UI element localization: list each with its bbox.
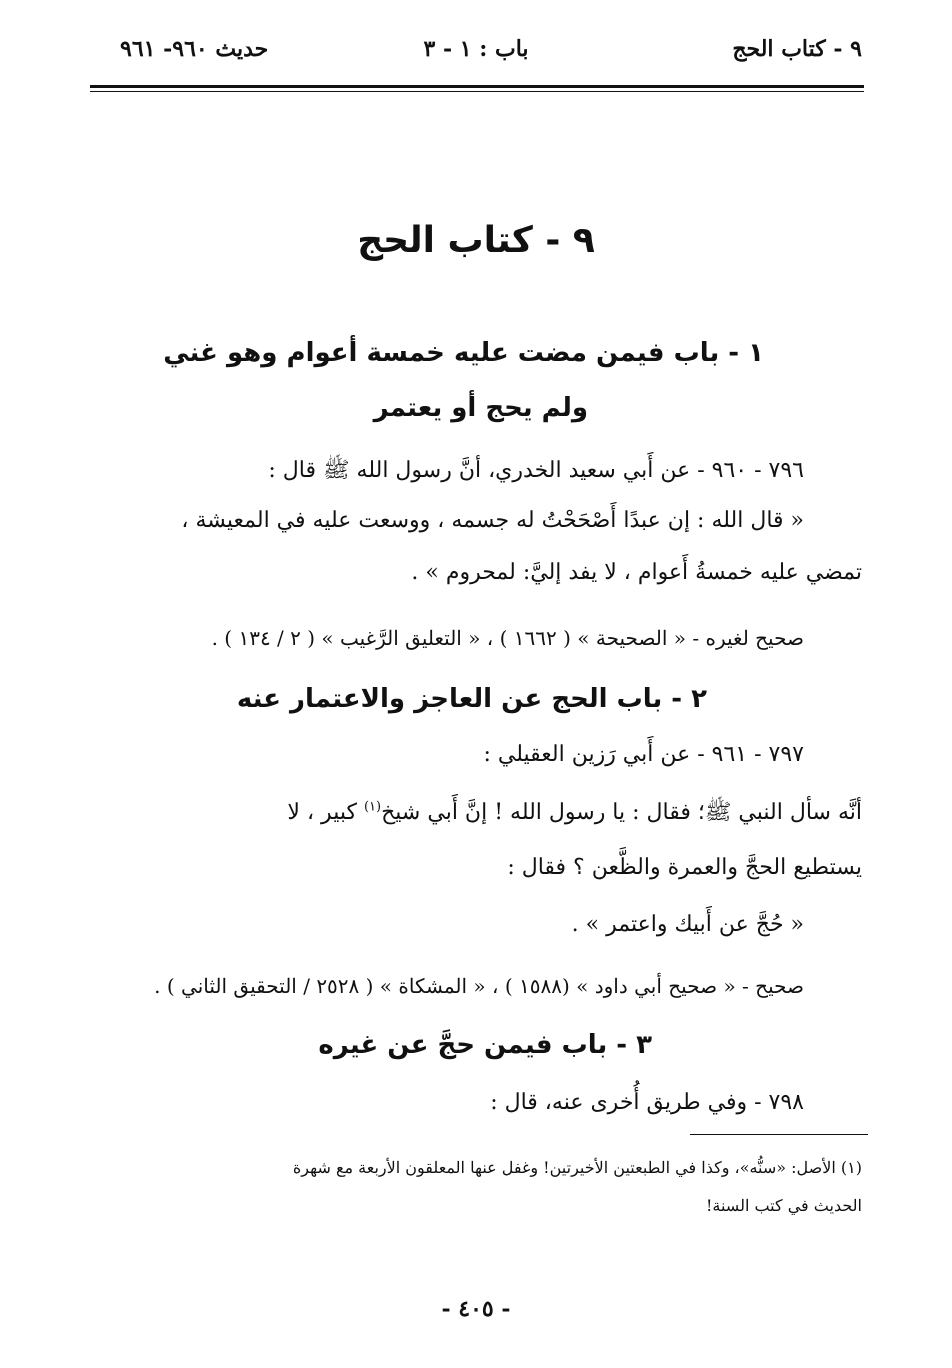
chapter-1-heading-line1: ١ - باب فيمن مضت عليه خمسة أعوام وهو غني <box>163 338 764 368</box>
hadith-797-text-line3: « حُجَّ عن أَبيك واعتمر » . <box>571 912 804 937</box>
footnote-rule <box>690 1134 868 1135</box>
running-header <box>90 36 862 76</box>
chapter-1-heading-line2: ولم يحج أو يعتمر <box>373 393 588 423</box>
hadith-796-intro: ٧٩٦ - ٩٦٠ - عن أَبي سعيد الخدري، أنَّ رسول الله ﷺ قال : <box>268 458 804 483</box>
book-title: ٩ - كتاب الحج <box>357 220 595 261</box>
hadith-797-text-line1 <box>287 798 862 830</box>
hadith-796-text-line2: تمضي عليه خمسةُ أَعوام ، لا يفد إليَّ: لمحروم » . <box>411 560 862 585</box>
footnote-line1: (١) الأصل: «سنُّه»، وكذا في الطبعتين الأخيرتين! وغفل عنها المعلقون الأربعة مع شهرة <box>292 1158 862 1177</box>
header-rule-thick <box>90 85 864 88</box>
hadith-797-grading: صحيح - « صحيح أبي داود » (١٥٨٨ ) ، « المشكاة » ( ٢٥٢٨ / التحقيق الثاني ) . <box>154 974 804 998</box>
page-number: - ٤٠٥ - <box>441 1296 511 1322</box>
header-book-title: ٩ - كتاب الحج <box>732 36 862 62</box>
hadith-796-text-line1: « قال الله : إن عبدًا أَصْحَحْتُ له جسمه ، ووسعت عليه في المعيشة ، <box>181 508 804 533</box>
footnote-line2: الحديث في كتب السنة! <box>705 1196 862 1215</box>
hadith-798-intro: ٧٩٨ - وفي طريق أُخرى عنه، قال : <box>490 1090 804 1115</box>
hadith-797-intro: ٧٩٧ - ٩٦١ - عن أَبي رَزين العقيلي : <box>483 742 804 767</box>
header-rule-thin <box>90 91 864 92</box>
hadith-796-grading: صحيح لغيره - « الصحيحة » ( ١٦٦٢ ) ، « التعليق الرَّغيب » ( ٢ / ١٣٤ ) . <box>211 626 804 650</box>
chapter-2-heading: ٢ - باب الحج عن العاجز والاعتمار عنه <box>236 684 707 714</box>
hadith-797-text-line1b: كبير ، لا <box>287 800 364 825</box>
header-hadith-range: حديث ٩٦٠- ٩٦١ <box>120 36 269 62</box>
hadith-797-text-line1a: أنَّه سأل النبي ﷺ؛ فقال : يا رسول الله ! إنَّ أَبي شيخ <box>381 800 862 825</box>
chapter-3-heading: ٣ - باب فيمن حجَّ عن غيره <box>318 1030 652 1060</box>
header-chapter-range: باب : ١ - ٣ <box>423 36 529 62</box>
footnote-marker: (١) <box>363 799 382 815</box>
hadith-797-text-line2: يستطيع الحجَّ والعمرة والظَّعن ؟ فقال : <box>507 855 862 880</box>
